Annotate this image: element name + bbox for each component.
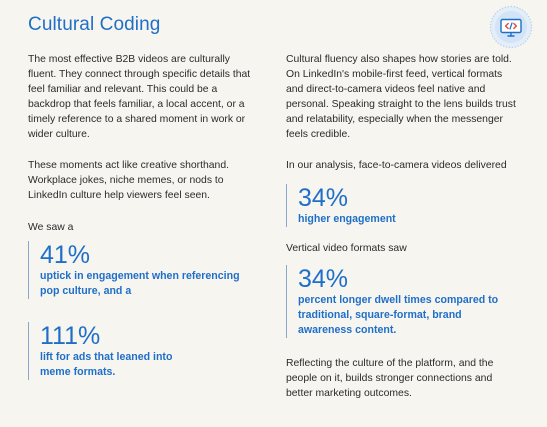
right-column <box>286 52 518 401</box>
stat-description: higher engagement <box>298 213 396 225</box>
right-paragraph-1: Cultural fluency also shapes how stories are told. On LinkedIn's mobile-first feed, vertical formats and direct-to-camera videos feel native and personal. Speaking straight to the lens builds trust and relatability, especially when the messenger feels credible. <box>286 54 516 140</box>
stat-description: uptick in engagement when referencing pop culture, and a <box>40 270 240 297</box>
stat-block-face-to-camera <box>286 184 518 227</box>
left-stats-intro: We saw a <box>28 222 74 233</box>
left-paragraph-2: These moments act like creative shorthand. Workplace jokes, niche memes, or nods to LinkedIn culture help viewers feel seen. <box>28 160 229 201</box>
stat-description: percent longer dwell times compared to traditional, square-format, brand awareness content. <box>298 294 499 336</box>
page-title: Cultural Coding <box>28 14 161 35</box>
screen-code-icon <box>489 5 533 49</box>
left-column <box>28 52 258 380</box>
stat-description: lift for ads that leaned into meme formats. <box>40 351 173 378</box>
stat-value: 34% <box>298 184 349 212</box>
stat-value: 111% <box>40 322 101 350</box>
stat-block-vertical-video <box>286 265 518 338</box>
right-stats-intro-2: Vertical video formats saw <box>286 243 407 254</box>
stat-value: 34% <box>298 265 349 293</box>
right-stats-intro-1: In our analysis, face-to-camera videos delivered <box>286 160 507 171</box>
stat-block-meme-formats <box>28 322 258 380</box>
right-closing-paragraph: Reflecting the culture of the platform, and the people on it, builds stronger connections and better marketing outcomes. <box>286 358 494 399</box>
left-paragraph-1: The most effective B2B videos are culturally fluent. They connect through specific details that feel familiar and relevant. This could be a backdrop that feels familiar, a local accent, or a timely reference to a shared moment in work or wider culture. <box>28 54 251 140</box>
stat-value: 41% <box>40 241 91 269</box>
stat-block-pop-culture <box>28 241 258 299</box>
